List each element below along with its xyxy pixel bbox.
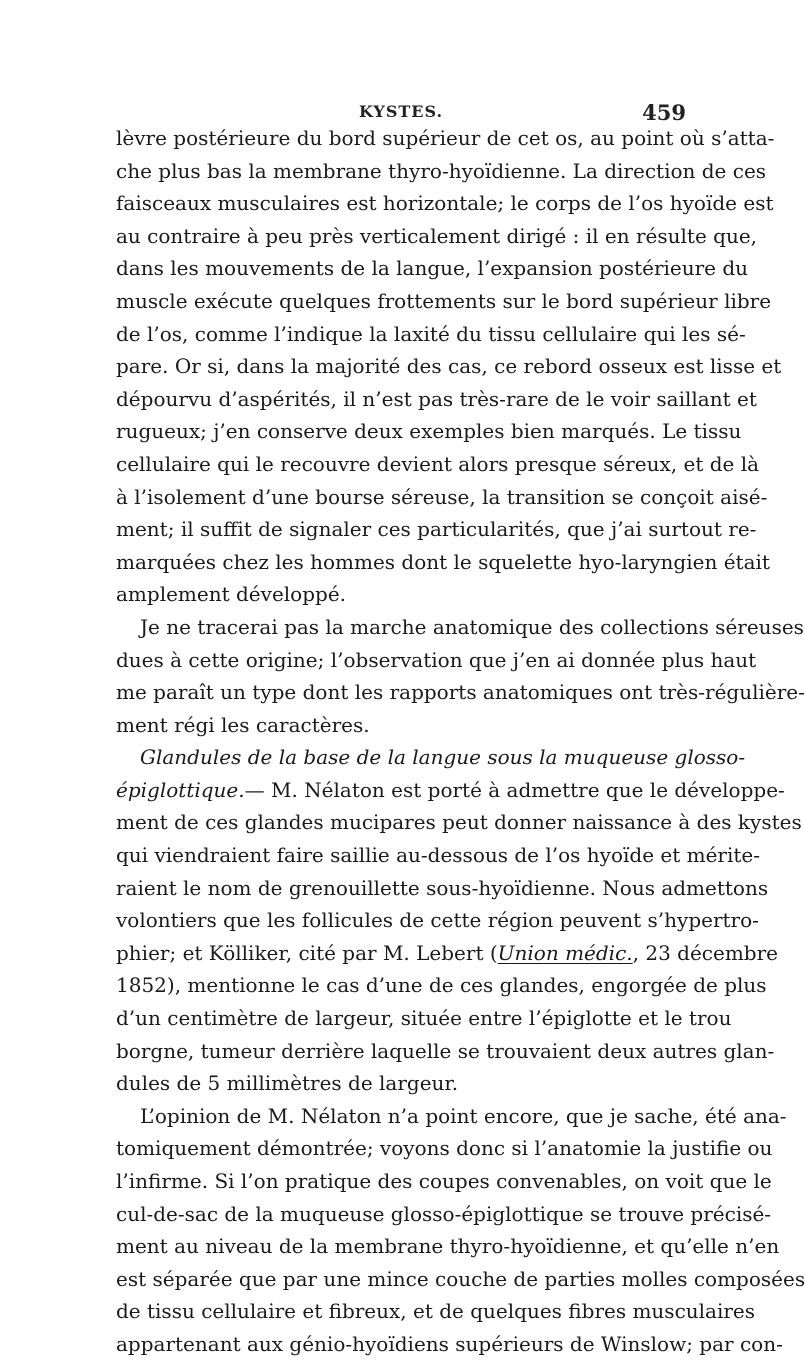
text-line: d’un centimètre de largeur, située entre l’épiglotte et le trou (116, 1006, 732, 1031)
text-line: volontiers que les follicules de cette région peuvent s’hypertro- (116, 908, 759, 933)
text-line: dépourvu d’aspérités, il n’est pas très-rare de le voir saillant et (116, 386, 757, 411)
text-line: de tissu cellulaire et fibreux, et de quelques fibres musculaires (116, 1299, 756, 1324)
text-line: tomiquement démontrée; voyons donc si l’anatomie la justifie ou (116, 1136, 773, 1161)
text-line (116, 937, 779, 970)
page-number: 459 (642, 100, 686, 125)
text-line: pare. Or si, dans la majorité des cas, ce rebord osseux est lisse et (116, 354, 782, 379)
running-title: KYSTES. (358, 102, 444, 121)
text-line: à l’isolement d’une bourse séreuse, la transition se conçoit aisé- (116, 484, 768, 509)
body-text (116, 122, 805, 1361)
text-line: che plus bas la membrane thyro-hyoïdienne. La direction de ces (116, 158, 767, 183)
text-line: appartenant aux génio-hyoïdiens supérieurs de Winslow; par con- (116, 1331, 783, 1356)
text-line: raient le nom de grenouillette sous-hyoïdienne. Nous admettons (116, 875, 769, 900)
text-segment: phier; et Kölliker, cité par M. Lebert ( (116, 940, 498, 965)
text-line: ment; il suffit de signaler ces particularités, que j’ai surtout re- (116, 517, 757, 542)
text-line (116, 774, 785, 807)
section-heading-end: épiglottique. (116, 777, 245, 802)
text-line: marquées chez les hommes dont le squelette hyo-laryngien était (116, 549, 770, 574)
text-line: dans les mouvements de la langue, l’expansion postérieure du (116, 256, 749, 281)
citation-reference: Union médic. (497, 940, 633, 965)
text-line: borgne, tumeur derrière laquelle se trouvaient deux autres glan- (116, 1038, 775, 1063)
text-line: qui viendraient faire saillie au-dessous de l’os hyoïde et mérite- (116, 843, 761, 868)
text-segment: , 23 décembre (632, 940, 779, 965)
text-segment: — M. Nélaton est porté à admettre que le développe- (244, 777, 785, 802)
text-line: ment de ces glandes mucipares peut donner naissance à des kystes (116, 810, 802, 835)
paragraph-start-line: Je ne tracerai pas la marche anatomique des collections séreuses (140, 614, 804, 639)
text-line: au contraire à peu près verticalement dirigé : il en résulte que, (116, 223, 758, 248)
paragraph-start-line: L’opinion de M. Nélaton n’a point encore, que je sache, été ana- (140, 1103, 787, 1128)
text-line: de l’os, comme l’indique la laxité du tissu cellulaire qui les sé- (116, 321, 746, 346)
text-line: me paraît un type dont les rapports anatomiques ont très-régulière- (116, 680, 805, 705)
text-line: amplement développé. (116, 582, 347, 607)
text-line: dues à cette origine; l’observation que j’en ai donnée plus haut (116, 647, 757, 672)
text-line: faisceaux musculaires est horizontale; le corps de l’os hyoïde est (116, 191, 774, 216)
text-line: ment régi les caractères. (116, 712, 370, 737)
text-line: rugueux; j’en conserve deux exemples bien marqués. Le tissu (116, 419, 742, 444)
section-heading-line (116, 741, 746, 774)
text-line: dules de 5 millimètres de largeur. (116, 1071, 459, 1096)
text-line: 1852), mentionne le cas d’une de ces glandes, engorgée de plus (116, 973, 767, 998)
text-line: ment au niveau de la membrane thyro-hyoïdienne, et qu’elle n’en (116, 1234, 780, 1259)
text-line: muscle exécute quelques frottements sur le bord supérieur libre (116, 288, 772, 313)
text-line: cul-de-sac de la muqueuse glosso-épiglottique se trouve précisé- (116, 1201, 772, 1226)
section-heading: Glandules de la base de la langue sous la muqueuse glosso- (140, 745, 746, 770)
text-line: est séparée que par une mince couche de parties molles composées (116, 1266, 805, 1291)
text-line: l’infirme. Si l’on pratique des coupes convenables, on voit que le (116, 1169, 772, 1193)
text-line: lèvre postérieure du bord supérieur de cet os, au point où s’atta- (116, 126, 775, 150)
text-line: cellulaire qui le recouvre devient alors presque séreux, et de là (116, 451, 760, 476)
